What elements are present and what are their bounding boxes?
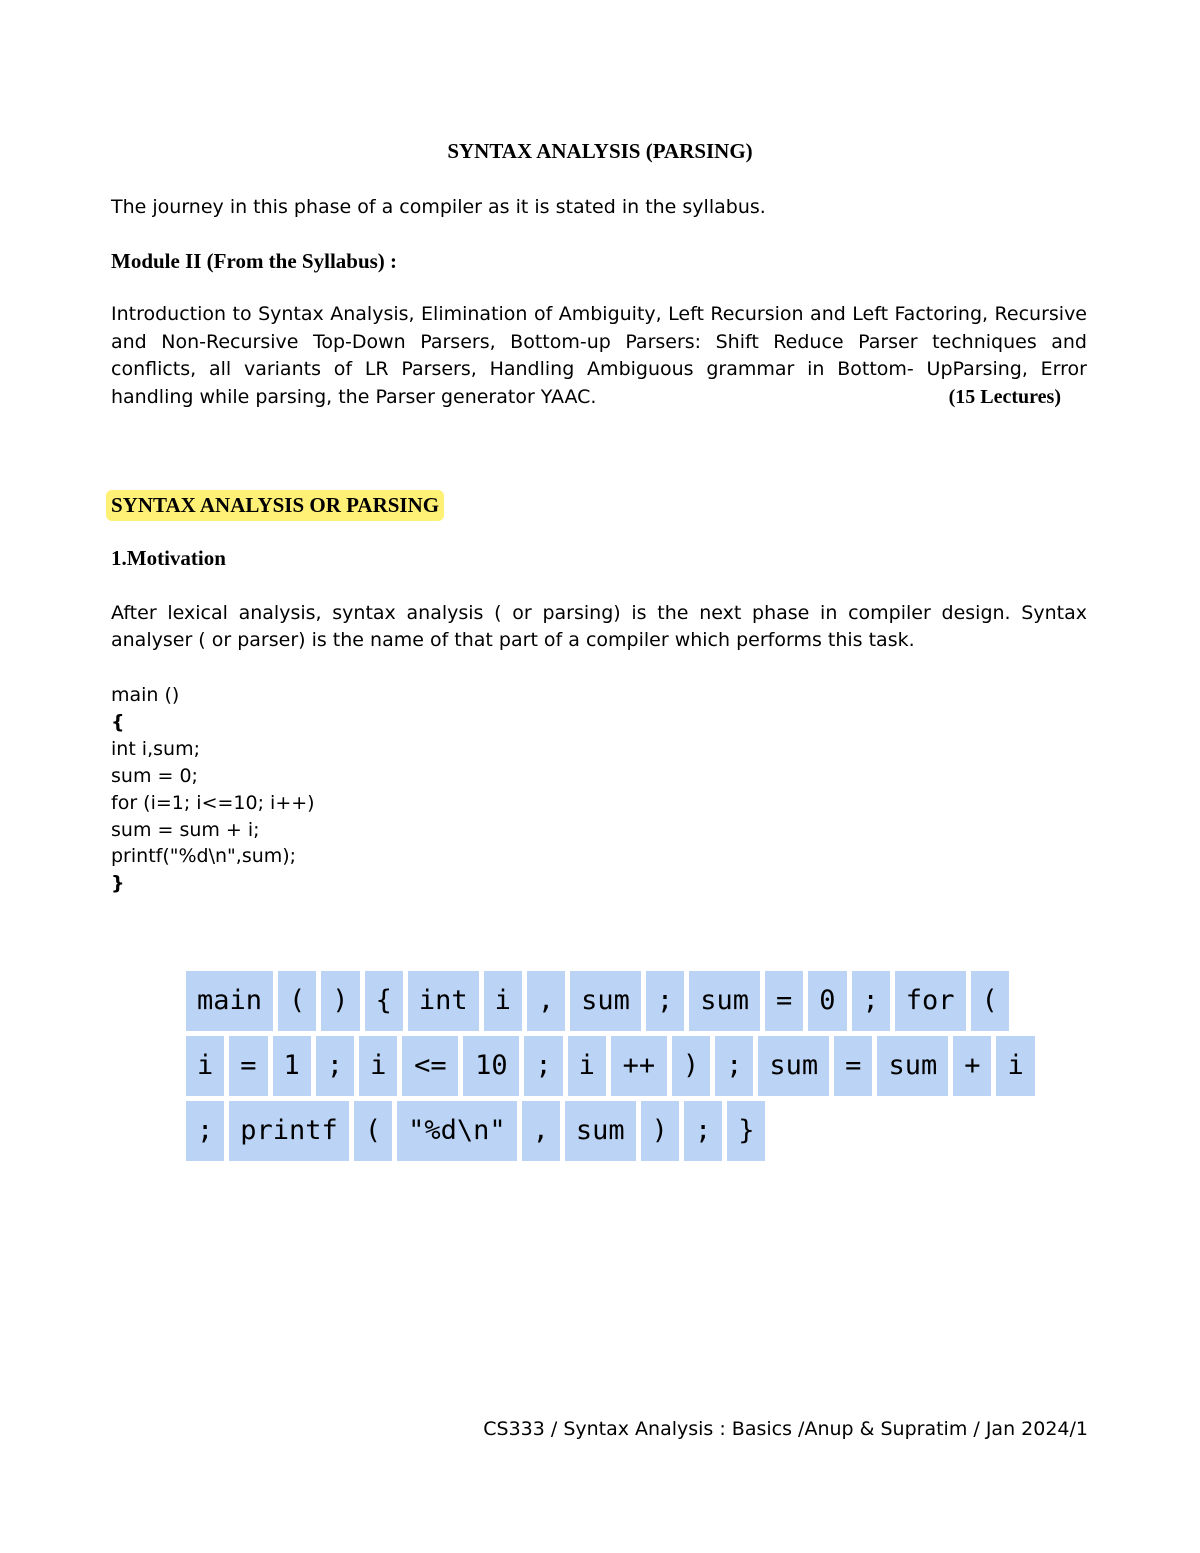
token: ) [321, 971, 359, 1031]
token: ; [852, 971, 890, 1031]
token: 10 [463, 1036, 519, 1096]
token-row [186, 1036, 1066, 1096]
token: i [568, 1036, 606, 1096]
token: ( [278, 971, 316, 1031]
token: ; [684, 1101, 722, 1161]
token: ++ [611, 1036, 667, 1096]
code-line: printf("%d\n",sum); [111, 845, 297, 868]
token: ; [186, 1101, 224, 1161]
token: , [522, 1101, 560, 1161]
page-footer: CS333 / Syntax Analysis : Basics /Anup & Supratim / Jan 2024/1 [483, 1418, 1088, 1440]
motivation-heading: 1.Motivation [111, 546, 226, 570]
token: sum [689, 971, 760, 1031]
token: + [953, 1036, 991, 1096]
token: = [765, 971, 803, 1031]
token: "%d\n" [397, 1101, 517, 1161]
token: = [229, 1036, 267, 1096]
code-line: { [111, 710, 125, 733]
code-line: main () [111, 684, 180, 706]
token: main [186, 971, 273, 1031]
token: <= [402, 1036, 458, 1096]
code-line: sum = 0; [111, 764, 198, 787]
token-row [186, 1101, 1066, 1161]
intro-text: The journey in this phase of a compiler as it is stated in the syllabus. [111, 196, 766, 218]
token-row [186, 971, 1066, 1031]
token: } [727, 1101, 765, 1161]
token: sum [758, 1036, 829, 1096]
code-line: for (i=1; i<=10; i++) [111, 791, 315, 814]
token: sum [565, 1101, 636, 1161]
token: ; [715, 1036, 753, 1096]
token: for [895, 971, 966, 1031]
token: 1 [273, 1036, 311, 1096]
token: ( [971, 971, 1009, 1031]
token-stream [186, 971, 1066, 1166]
token: 0 [808, 971, 846, 1031]
lectures-count: (15 Lectures) [948, 385, 1061, 408]
token: ( [354, 1101, 392, 1161]
module-heading: Module II (From the Syllabus) : [111, 249, 398, 273]
token: ) [641, 1101, 679, 1161]
motivation-paragraph: After lexical analysis, syntax analysis ( or parsing) is the next phase in compiler design. Syntax analyser ( or parser) is the name of that part of a compiler which performs this task. [111, 602, 1087, 651]
token: int [408, 971, 479, 1031]
code-line: sum = sum + i; [111, 818, 260, 841]
syllabus-paragraph [111, 301, 1087, 411]
syllabus-text: Introduction to Syntax Analysis, Elimination of Ambiguity, Left Recursion and Left Factoring, Recursive and Non-Recursive Top-Down Parsers, Bottom-up Parsers: Shift Reduce Parser techniques and conflicts, all variants of LR Parsers, Handling Ambiguous grammar in Bottom- UpParsing, Error handling while parsing, the Parser generator YAAC. [111, 303, 1087, 408]
token: ; [524, 1036, 562, 1096]
token: ; [316, 1036, 354, 1096]
token: i [996, 1036, 1034, 1096]
token: printf [229, 1101, 349, 1161]
code-listing [111, 682, 315, 897]
code-line: } [111, 872, 125, 895]
page-title: SYNTAX ANALYSIS (PARSING) [447, 139, 753, 163]
token: = [834, 1036, 872, 1096]
token: ) [672, 1036, 710, 1096]
token: ; [646, 971, 684, 1031]
token: sum [570, 971, 641, 1031]
token: i [359, 1036, 397, 1096]
token: i [484, 971, 522, 1031]
code-line: int i,sum; [111, 737, 200, 760]
token: { [365, 971, 403, 1031]
token: , [527, 971, 565, 1031]
token: sum [877, 1036, 948, 1096]
section-heading: SYNTAX ANALYSIS OR PARSING [106, 490, 444, 521]
token: i [186, 1036, 224, 1096]
